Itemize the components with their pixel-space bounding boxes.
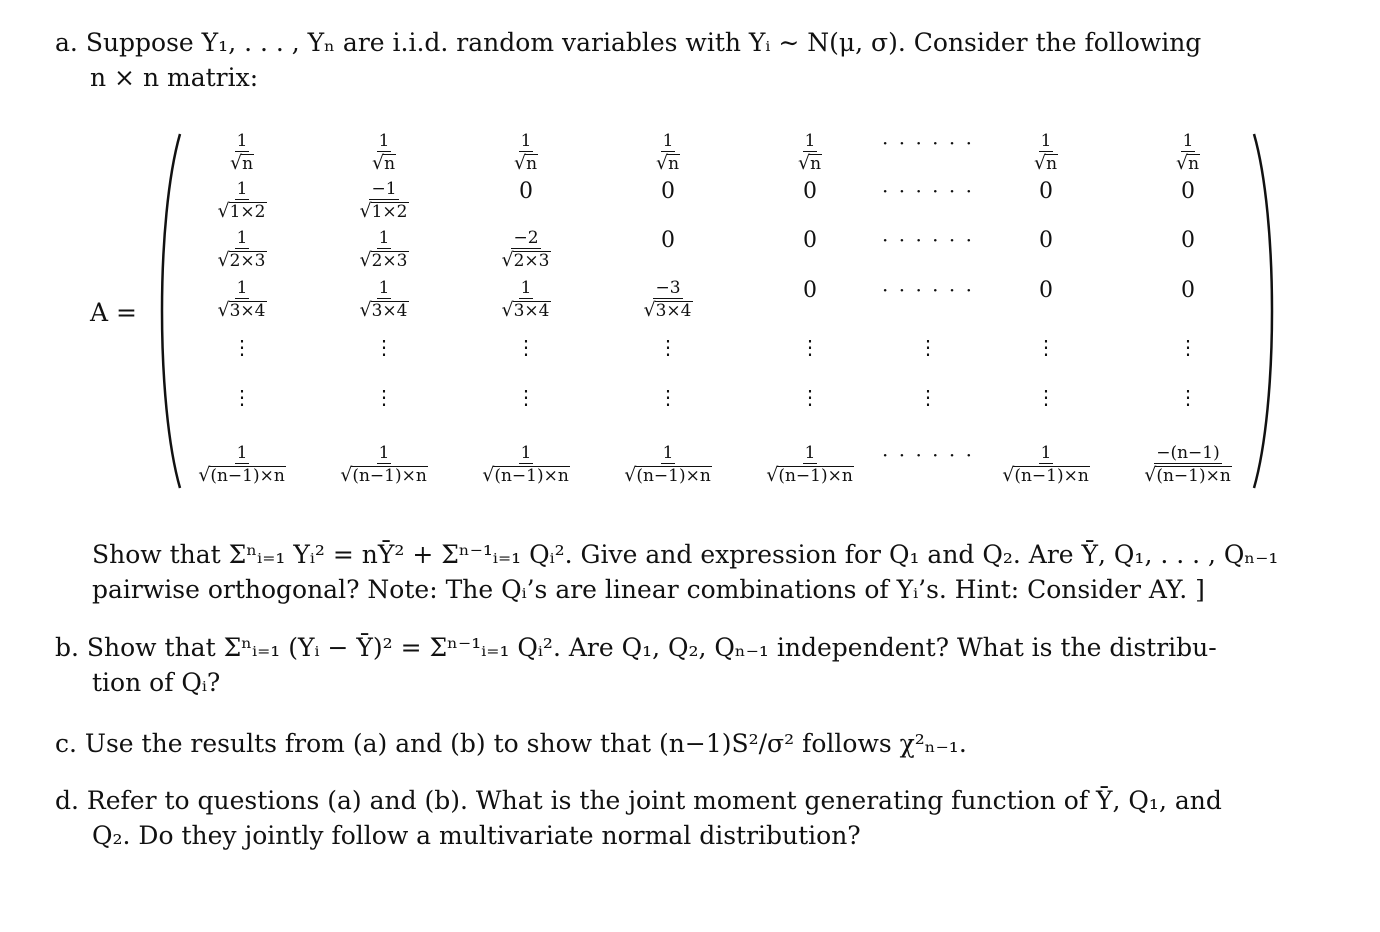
matrix-cell-r3-c3: −2 √ 2×3 — [501, 228, 550, 271]
matrix-cell-r7-c7: 1 √ (n−1)×n — [1002, 443, 1089, 486]
matrix-cell-r1-c1: 1 √ n — [229, 131, 254, 174]
problem-a-cont-text-1: Show that Σⁿᵢ₌₁ Yᵢ² = nȲ² + Σⁿ⁻¹ᵢ₌₁ Qᵢ². Give and expression for Q₁ and Q₂. Are Ȳ, Q₁, . . . , Qₙ₋₁ — [92, 540, 1279, 569]
problem-a-cont-text-2: pairwise orthogonal? Note: The Qᵢ’s are linear combinations of Yᵢ’s. Hint: Consider AY. ] — [92, 575, 1205, 604]
problem-b-label: b. — [55, 633, 79, 662]
matrix-cell-r5-c1: ⋮ — [232, 335, 252, 359]
matrix-cell-r3-c8: 0 — [1181, 228, 1195, 253]
matrix-cell-r5-c8: ⋮ — [1178, 335, 1198, 359]
matrix-cell-r7-c6: · · · · · · — [882, 443, 974, 467]
matrix-cell-r1-c8: 1 √ n — [1175, 131, 1200, 174]
matrix-cell-r4-c5: 0 — [803, 278, 817, 303]
matrix-cell-r1-c5: 1 √ n — [797, 131, 822, 174]
matrix-cell-r6-c7: ⋮ — [1036, 385, 1056, 409]
problem-b-line-1 — [55, 635, 1217, 660]
problem-a-text-2: n × n matrix: — [90, 63, 259, 92]
matrix-cell-r7-c3: 1 √ (n−1)×n — [482, 443, 569, 486]
matrix-cell-r3-c1: 1 √ 2×3 — [217, 228, 266, 271]
problem-d-text-1: Refer to questions (a) and (b). What is the joint moment generating function of Ȳ, Q₁, and — [86, 786, 1222, 815]
matrix-cell-r4-c1: 1 √ 3×4 — [217, 278, 266, 321]
problem-d-line-2 — [92, 823, 861, 848]
matrix-cell-r6-c2: ⋮ — [374, 385, 394, 409]
matrix-cell-r7-c1: 1 √ (n−1)×n — [198, 443, 285, 486]
matrix-cell-r2-c3: 0 — [519, 179, 533, 204]
matrix-cell-r2-c7: 0 — [1039, 179, 1053, 204]
matrix-cell-r5-c7: ⋮ — [1036, 335, 1056, 359]
matrix-cell-r2-c5: 0 — [803, 179, 817, 204]
matrix-cell-r2-c8: 0 — [1181, 179, 1195, 204]
matrix-cell-r1-c7: 1 √ n — [1033, 131, 1058, 174]
matrix-cell-r3-c4: 0 — [661, 228, 675, 253]
problem-d-label: d. — [55, 786, 79, 815]
matrix-cell-r5-c5: ⋮ — [800, 335, 820, 359]
matrix-cell-r2-c2: −1 √ 1×2 — [359, 179, 408, 222]
matrix-cell-r1-c6: · · · · · · — [882, 131, 974, 155]
matrix-cell-r3-c5: 0 — [803, 228, 817, 253]
problem-c-text-1: Use the results from (a) and (b) to show that (n−1)S²/σ² follows χ²ₙ₋₁. — [84, 729, 967, 758]
matrix-lhs — [90, 298, 137, 327]
matrix-cell-r5-c6: ⋮ — [918, 335, 938, 359]
matrix-cell-r1-c2: 1 √ n — [371, 131, 396, 174]
problem-b-text-1: Show that Σⁿᵢ₌₁ (Yᵢ − Ȳ)² = Σⁿ⁻¹ᵢ₌₁ Qᵢ². Are Q₁, Q₂, Qₙ₋₁ independent? What is the distribu- — [86, 633, 1217, 662]
problem-a-text-1: Suppose Y₁, . . . , Yₙ are i.i.d. random variables with Yᵢ ∼ N(μ, σ). Consider the following — [85, 28, 1202, 57]
matrix-cell-r7-c5: 1 √ (n−1)×n — [766, 443, 853, 486]
problem-a-cont-line-2 — [92, 577, 1205, 602]
matrix-cell-r6-c4: ⋮ — [658, 385, 678, 409]
problem-a-cont-line-1 — [92, 542, 1278, 567]
matrix-cell-r7-c8: −(n−1) √ (n−1)×n — [1144, 443, 1231, 486]
problem-a-line-2 — [90, 65, 258, 90]
matrix-cell-r3-c2: 1 √ 2×3 — [359, 228, 408, 271]
matrix-cell-r1-c3: 1 √ n — [513, 131, 538, 174]
matrix-cell-r4-c6: · · · · · · — [882, 278, 974, 302]
problem-b-line-2 — [92, 670, 220, 695]
matrix-cell-r4-c3: 1 √ 3×4 — [501, 278, 550, 321]
matrix-cell-r4-c2: 1 √ 3×4 — [359, 278, 408, 321]
matrix-cell-r6-c3: ⋮ — [516, 385, 536, 409]
problem-d-line-1 — [55, 788, 1222, 813]
matrix-cell-r3-c6: · · · · · · — [882, 228, 974, 252]
matrix-cell-r3-c7: 0 — [1039, 228, 1053, 253]
matrix-cell-r7-c2: 1 √ (n−1)×n — [340, 443, 427, 486]
problem-a-line-1 — [55, 30, 1201, 55]
matrix-cell-r5-c3: ⋮ — [516, 335, 536, 359]
matrix-cell-r2-c4: 0 — [661, 179, 675, 204]
matrix-cell-r4-c8: 0 — [1181, 278, 1195, 303]
matrix-cell-r4-c4: −3 √ 3×4 — [643, 278, 692, 321]
matrix-cell-r7-c4: 1 √ (n−1)×n — [624, 443, 711, 486]
problem-a-label: a. — [55, 28, 78, 57]
matrix-cell-r6-c6: ⋮ — [918, 385, 938, 409]
matrix-cell-r2-c6: · · · · · · — [882, 179, 974, 203]
matrix-cell-r6-c5: ⋮ — [800, 385, 820, 409]
problem-c-line-1 — [55, 731, 967, 756]
matrix-lhs-text: A = — [90, 298, 137, 327]
problem-d-text-2: Q₂. Do they jointly follow a multivariate normal distribution? — [92, 821, 861, 850]
matrix-cell-r5-c4: ⋮ — [658, 335, 678, 359]
matrix-cell-r2-c1: 1 √ 1×2 — [217, 179, 266, 222]
matrix-cell-r6-c8: ⋮ — [1178, 385, 1198, 409]
problem-b-text-2: tion of Qᵢ? — [92, 668, 221, 697]
matrix-cell-r1-c4: 1 √ n — [655, 131, 680, 174]
matrix-cell-r4-c7: 0 — [1039, 278, 1053, 303]
problem-c-label: c. — [55, 729, 77, 758]
matrix-cell-r6-c1: ⋮ — [232, 385, 252, 409]
matrix-cell-r5-c2: ⋮ — [374, 335, 394, 359]
